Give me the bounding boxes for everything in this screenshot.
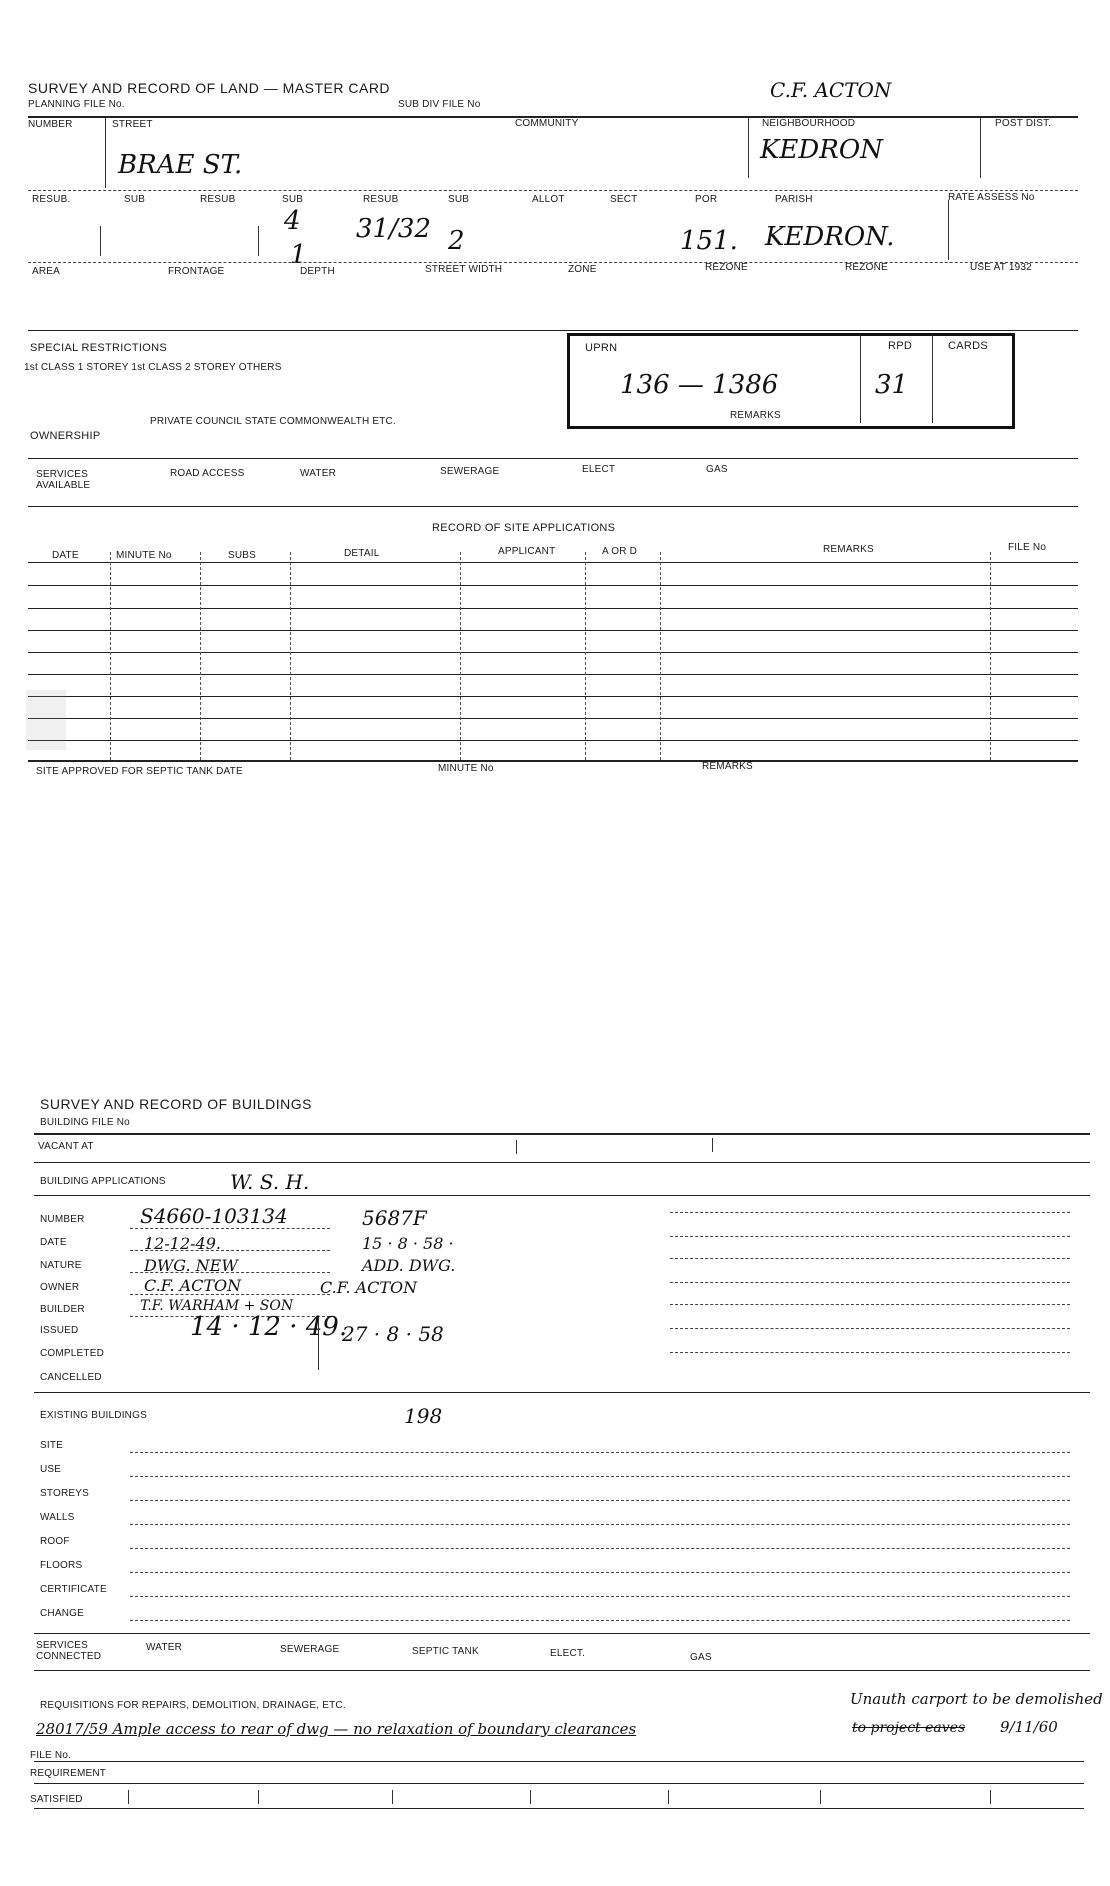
building-rule-9 xyxy=(34,1808,1084,1809)
existing-row-site: SITE xyxy=(40,1440,64,1451)
building-top-rule xyxy=(34,1133,1090,1135)
uprn-value: 136 — 1386 xyxy=(620,370,779,400)
existing-handwritten: 198 xyxy=(404,1404,443,1428)
number-value-1: S4660-103134 xyxy=(140,1204,288,1228)
existing-row-certificate: CERTIFICATE xyxy=(40,1584,107,1595)
land-card-title: SURVEY AND RECORD OF LAND — MASTER CARD xyxy=(28,80,391,96)
requisitions-label: REQUISITIONS FOR REPAIRS, DEMOLITION, DRAINAGE, ETC. xyxy=(40,1700,346,1711)
table-rule xyxy=(28,608,1078,609)
remarks-label-uprn: REMARKS xyxy=(730,410,781,421)
file-no-label: FILE No. xyxy=(30,1750,72,1761)
special-restrictions-label: SPECIAL RESTRICTIONS xyxy=(30,342,168,354)
existing-row-roof: ROOF xyxy=(40,1536,70,1547)
field-rule xyxy=(130,1476,1070,1477)
services-available-label: SERVICES AVAILABLE xyxy=(36,469,91,491)
table-rule xyxy=(28,760,1078,762)
service-sewerage: SEWERAGE xyxy=(440,466,500,477)
field-rule xyxy=(130,1452,1070,1453)
existing-row-change: CHANGE xyxy=(40,1608,84,1619)
divider xyxy=(860,335,861,423)
row-label-number: NUMBER xyxy=(40,1214,85,1225)
col-file-no: FILE No xyxy=(1008,542,1047,553)
number-value-2: 5687F xyxy=(362,1206,427,1230)
connected-elect: ELECT. xyxy=(550,1648,586,1659)
parish-label: PARISH xyxy=(775,194,813,205)
field-rule xyxy=(130,1294,330,1295)
existing-row-walls: WALLS xyxy=(40,1512,75,1523)
sub-label-3: SUB xyxy=(448,194,470,205)
applications-handwritten: W. S. H. xyxy=(230,1170,310,1194)
existing-buildings-label: EXISTING BUILDINGS xyxy=(40,1410,147,1421)
field-rule xyxy=(130,1500,1070,1501)
sub-value-2: 2 xyxy=(448,226,465,256)
rezone-label-1: REZONE xyxy=(705,262,748,273)
septic-minute-label: MINUTE No xyxy=(438,763,494,774)
rezone-label-2: REZONE xyxy=(845,262,888,273)
connected-gas: GAS xyxy=(690,1652,712,1663)
field-rule xyxy=(130,1250,330,1251)
table-col xyxy=(200,552,201,760)
requisition-struck: to project eaves xyxy=(852,1720,966,1736)
table-rule xyxy=(28,674,1078,675)
building-card-title: SURVEY AND RECORD OF BUILDINGS xyxy=(40,1096,312,1112)
divider xyxy=(668,1790,669,1804)
requirement-label: REQUIREMENT xyxy=(30,1768,107,1779)
connected-sewerage: SEWERAGE xyxy=(280,1644,340,1655)
allot-label: ALLOT xyxy=(532,194,565,205)
connected-water: WATER xyxy=(146,1642,182,1653)
field-rule xyxy=(670,1212,1070,1213)
field-rule xyxy=(670,1352,1070,1353)
resub-label-1: RESUB. xyxy=(32,194,71,205)
building-applications-label: BUILDING APPLICATIONS xyxy=(40,1176,166,1187)
col-detail: DETAIL xyxy=(344,548,380,559)
divider xyxy=(318,1318,319,1370)
table-rule xyxy=(28,718,1078,719)
sub-label-2: SUB xyxy=(282,194,304,205)
por-label: POR xyxy=(695,194,718,205)
unauth-note: Unauth carport to be demolished xyxy=(850,1690,1103,1708)
septic-remarks-label: REMARKS xyxy=(702,761,753,772)
sect-label: SECT xyxy=(610,194,638,205)
building-rule-3 xyxy=(34,1195,1090,1196)
table-col xyxy=(460,552,461,760)
field-rule xyxy=(670,1304,1070,1305)
col-date: DATE xyxy=(52,550,79,561)
divider xyxy=(748,118,749,178)
building-rule-8 xyxy=(34,1783,1084,1784)
field-rule xyxy=(130,1228,330,1229)
col-subs: SUBS xyxy=(228,550,257,561)
field-rule xyxy=(670,1258,1070,1259)
nature-value-1: DWG. NEW xyxy=(144,1256,238,1275)
table-rule xyxy=(28,652,1078,653)
table-rule xyxy=(28,562,1078,563)
divider xyxy=(948,200,949,260)
resub-fraction-value: 31/32 xyxy=(356,214,431,244)
row-label-issued: ISSUED xyxy=(40,1325,79,1336)
site-applications-title: RECORD OF SITE APPLICATIONS xyxy=(432,522,616,534)
ownership-label: OWNERSHIP xyxy=(30,430,101,442)
field-rule xyxy=(670,1328,1070,1329)
uprn-label: UPRN xyxy=(585,342,618,354)
building-rule-5 xyxy=(34,1633,1090,1634)
resub-label-3: RESUB xyxy=(363,194,399,205)
divider xyxy=(932,335,933,423)
number-label: NUMBER xyxy=(28,119,73,130)
row-label-builder: BUILDER xyxy=(40,1304,85,1315)
planning-file-label: PLANNING FILE No. xyxy=(28,99,125,110)
issued-value-2: 27 · 8 · 58 xyxy=(342,1322,444,1346)
cards-label: CARDS xyxy=(948,340,989,352)
table-col xyxy=(290,552,291,760)
building-file-label: BUILDING FILE No xyxy=(40,1117,130,1128)
services-connected-label: SERVICES CONNECTED xyxy=(36,1640,102,1662)
community-label: COMMUNITY xyxy=(515,118,579,129)
scan-noise xyxy=(26,690,66,750)
building-rule-6 xyxy=(34,1670,1090,1671)
depth-label: DEPTH xyxy=(300,266,335,277)
field-rule xyxy=(130,1596,1070,1597)
col-remarks: REMARKS xyxy=(823,544,874,555)
field-rule xyxy=(130,1272,330,1273)
table-col xyxy=(660,552,661,760)
field-rule xyxy=(670,1282,1070,1283)
land-rule-6 xyxy=(28,506,1078,507)
divider xyxy=(258,1790,259,1804)
field-rule xyxy=(670,1236,1070,1237)
service-water: WATER xyxy=(300,468,336,479)
septic-label: SITE APPROVED FOR SEPTIC TANK DATE xyxy=(36,766,243,777)
divider xyxy=(105,118,106,188)
row-label-cancelled: CANCELLED xyxy=(40,1372,102,1383)
satisfied-label: SATISFIED xyxy=(30,1794,83,1805)
divider xyxy=(712,1138,713,1152)
field-rule xyxy=(130,1548,1070,1549)
sub-div-file-label: SUB DIV FILE No xyxy=(398,99,481,110)
col-a-or-d: A OR D xyxy=(602,546,638,557)
building-rule-4 xyxy=(34,1392,1090,1393)
row-label-completed: COMPLETED xyxy=(40,1348,105,1359)
nature-value-2: ADD. DWG. xyxy=(362,1256,456,1275)
ownership-options: PRIVATE COUNCIL STATE COMMONWEALTH ETC. xyxy=(150,416,396,427)
street-value: BRAE ST. xyxy=(118,150,243,180)
street-label: STREET xyxy=(112,119,153,130)
area-label: AREA xyxy=(32,266,61,277)
sub-label-1: SUB xyxy=(124,194,146,205)
class-line: 1st CLASS 1 STOREY 1st CLASS 2 STOREY OTHERS xyxy=(24,362,282,373)
rate-assess-label: RATE ASSESS No xyxy=(948,192,1035,203)
date-value-2: 15 · 8 · 58 · xyxy=(362,1234,454,1253)
land-rule-3 xyxy=(28,262,1078,263)
divider xyxy=(530,1790,531,1804)
col-applicant: APPLICANT xyxy=(498,546,556,557)
street-width-label: STREET WIDTH xyxy=(425,264,503,275)
field-rule xyxy=(130,1524,1070,1525)
divider xyxy=(100,226,101,256)
service-elect: ELECT xyxy=(582,464,616,475)
service-road-access: ROAD ACCESS xyxy=(170,468,245,479)
neighbourhood-value: KEDRON xyxy=(760,135,883,165)
sub-value-1: 1 xyxy=(290,240,307,270)
date-value-1: 12-12-49. xyxy=(144,1234,221,1253)
resub-value: 4 xyxy=(284,206,301,236)
existing-row-use: USE xyxy=(40,1464,62,1475)
post-dist-label: POST DIST. xyxy=(995,118,1052,129)
building-rule-7 xyxy=(34,1761,1084,1762)
table-rule xyxy=(28,740,1078,741)
table-col xyxy=(990,552,991,760)
header-handwritten-owner: C.F. ACTON xyxy=(770,78,892,102)
existing-row-storeys: STOREYS xyxy=(40,1488,90,1499)
owner-value-2: C.F. ACTON xyxy=(320,1278,418,1297)
por-value: 151. xyxy=(680,226,738,256)
zone-label: ZONE xyxy=(568,264,597,275)
service-gas: GAS xyxy=(706,464,728,475)
table-rule xyxy=(28,696,1078,697)
owner-value-1: C.F. ACTON xyxy=(144,1276,242,1295)
frontage-label: FRONTAGE xyxy=(168,266,225,277)
divider xyxy=(128,1790,129,1804)
requisition-handwritten: 28017/59 Ample access to rear of dwg — no relaxation of boundary clearances xyxy=(36,1720,637,1738)
land-rule-2 xyxy=(28,190,1078,191)
rpd-label: RPD xyxy=(888,340,913,352)
row-label-owner: OWNER xyxy=(40,1282,80,1293)
rpd-value: 31 xyxy=(875,370,909,400)
issued-value-1: 14 · 12 · 49. xyxy=(190,1312,348,1342)
parish-value: KEDRON. xyxy=(765,222,895,252)
table-col xyxy=(585,552,586,760)
divider xyxy=(990,1790,991,1804)
divider xyxy=(392,1790,393,1804)
table-rule xyxy=(28,585,1078,586)
requisition-date: 9/11/60 xyxy=(1000,1718,1058,1736)
connected-septic: SEPTIC TANK xyxy=(412,1646,479,1657)
neighbourhood-label: NEIGHBOURHOOD xyxy=(762,118,856,129)
field-rule xyxy=(130,1620,1070,1621)
building-rule-2 xyxy=(34,1162,1090,1163)
builder-value-1: T.F. WARHAM + SON xyxy=(140,1298,294,1314)
col-minute: MINUTE No xyxy=(116,550,172,561)
divider xyxy=(820,1790,821,1804)
table-rule xyxy=(28,630,1078,631)
field-rule xyxy=(130,1572,1070,1573)
vacant-at-label: VACANT AT xyxy=(38,1141,94,1152)
land-rule-4 xyxy=(28,330,1078,331)
land-rule-5 xyxy=(28,458,1078,459)
resub-label-2: RESUB xyxy=(200,194,236,205)
existing-row-floors: FLOORS xyxy=(40,1560,83,1571)
divider xyxy=(980,118,981,178)
divider xyxy=(516,1140,517,1154)
row-label-date: DATE xyxy=(40,1237,67,1248)
divider xyxy=(258,226,259,256)
table-col xyxy=(110,552,111,760)
use-at-label: USE AT 1932 xyxy=(970,262,1032,273)
row-label-nature: NATURE xyxy=(40,1260,82,1271)
